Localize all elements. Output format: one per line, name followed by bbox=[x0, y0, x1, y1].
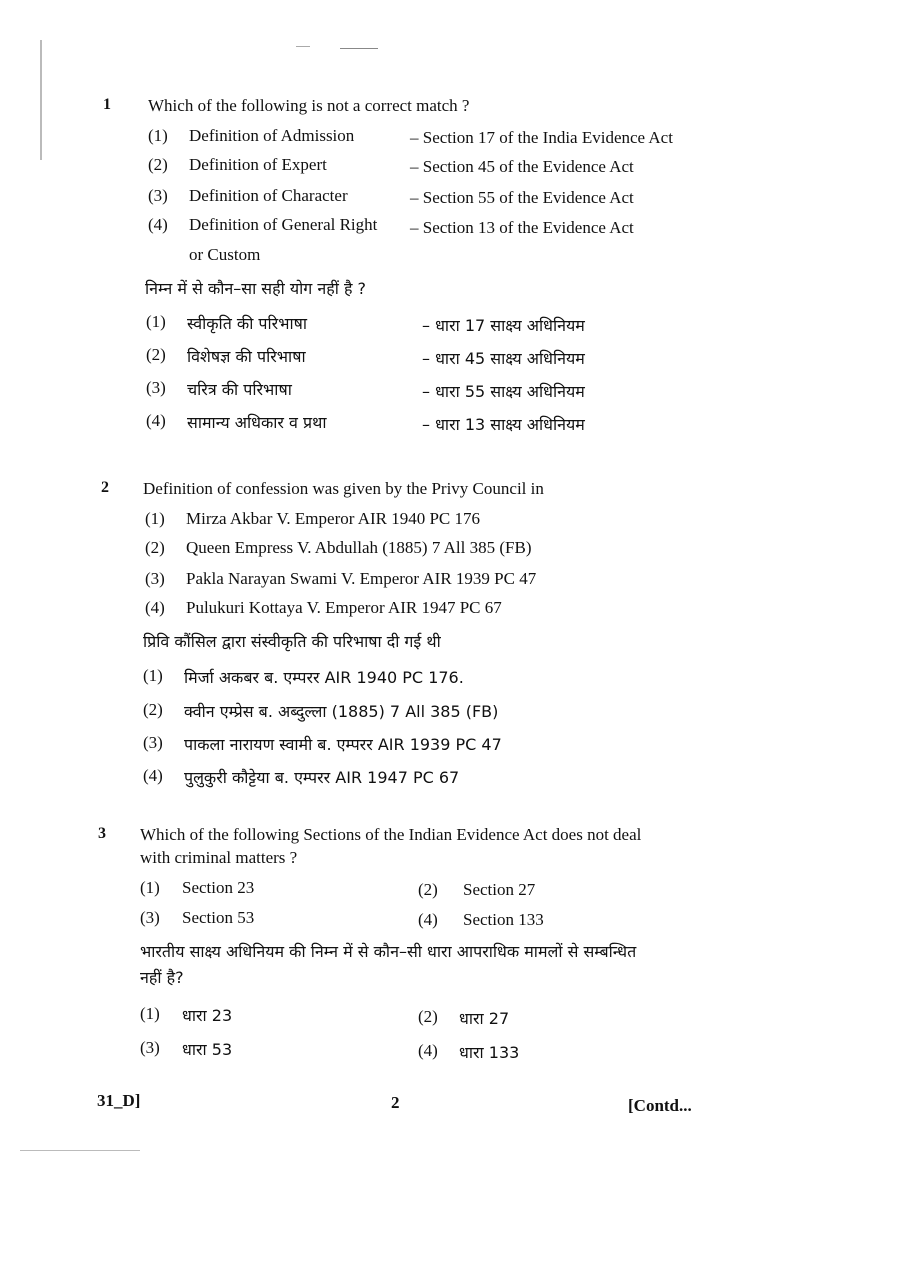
option-number: (1) bbox=[145, 509, 165, 528]
option-left: Definition of Expert bbox=[189, 155, 327, 174]
option-text-hindi: धारा 53 bbox=[182, 1040, 233, 1059]
option-number: (4) bbox=[418, 1041, 438, 1060]
scan-mark bbox=[40, 40, 42, 160]
option-left-hindi: चरित्र की परिभाषा bbox=[187, 380, 292, 399]
option-number: (3) bbox=[148, 186, 168, 205]
option-text-hindi: पुलुकुरी कौट्टेया ब. एम्परर AIR 1947 PC 67 bbox=[184, 768, 460, 787]
option-number: (2) bbox=[418, 1007, 438, 1026]
option-text: Pakla Narayan Swami V. Emperor AIR 1939 PC 47 bbox=[186, 569, 537, 588]
option-number: (3) bbox=[145, 569, 165, 588]
option-text-hindi: क्वीन एम्प्रेस ब. अब्दुल्ला (1885) 7 All 385 (FB) bbox=[184, 702, 499, 721]
option-left-hindi: विशेषज्ञ की परिभाषा bbox=[187, 347, 306, 366]
option-right: – Section 45 of the Evidence Act bbox=[410, 157, 634, 176]
option-number: (3) bbox=[146, 378, 166, 397]
option-number: (1) bbox=[148, 126, 168, 145]
option-right-hindi: – धारा 13 साक्ष्य अधिनियम bbox=[422, 415, 585, 434]
option-text-hindi: धारा 27 bbox=[459, 1009, 510, 1028]
option-left: Definition of General Right bbox=[189, 215, 378, 234]
question-text: Definition of confession was given by the Privy Council in bbox=[143, 479, 544, 498]
option-number: (4) bbox=[145, 598, 165, 617]
option-number: (3) bbox=[140, 1038, 160, 1057]
option-number: (2) bbox=[146, 345, 166, 364]
option-number: (2) bbox=[418, 880, 438, 899]
option-right: – Section 17 of the India Evidence Act bbox=[410, 128, 673, 147]
option-text: Queen Empress V. Abdullah (1885) 7 All 385 (FB) bbox=[186, 538, 532, 557]
question-text-hindi: भारतीय साक्ष्य अधिनियम की निम्न में से कौन–सी धारा आपराधिक मामलों से सम्बन्धित bbox=[140, 942, 637, 961]
option-right: – Section 55 of the Evidence Act bbox=[410, 188, 634, 207]
question-text: Which of the following is not a correct match ? bbox=[148, 96, 470, 115]
option-text: Section 27 bbox=[463, 880, 536, 899]
option-text: Section 133 bbox=[463, 910, 544, 929]
option-number: (2) bbox=[145, 538, 165, 557]
option-number: (4) bbox=[143, 766, 163, 785]
option-left: Definition of Admission bbox=[189, 126, 355, 145]
option-right-hindi: – धारा 45 साक्ष्य अधिनियम bbox=[422, 349, 585, 368]
option-number: (4) bbox=[148, 215, 168, 234]
option-text: Pulukuri Kottaya V. Emperor AIR 1947 PC 67 bbox=[186, 598, 502, 617]
option-text-hindi: पाकला नारायण स्वामी ब. एम्परर AIR 1939 PC 47 bbox=[184, 735, 502, 754]
question-number: 1 bbox=[103, 96, 111, 113]
option-right-hindi: – धारा 17 साक्ष्य अधिनियम bbox=[422, 316, 585, 335]
option-text: Mirza Akbar V. Emperor AIR 1940 PC 176 bbox=[186, 509, 481, 528]
option-number: (2) bbox=[143, 700, 163, 719]
option-right: – Section 13 of the Evidence Act bbox=[410, 218, 634, 237]
option-number: (1) bbox=[143, 666, 163, 685]
option-number: (1) bbox=[140, 878, 160, 897]
scan-mark bbox=[340, 48, 378, 49]
scan-mark bbox=[296, 46, 310, 47]
question-number: 2 bbox=[101, 479, 109, 496]
option-number: (4) bbox=[418, 910, 438, 929]
option-number: (1) bbox=[140, 1004, 160, 1023]
option-text-hindi: धारा 133 bbox=[459, 1043, 520, 1062]
paper-code: 31_D] bbox=[97, 1091, 141, 1110]
option-left-hindi: सामान्य अधिकार व प्रथा bbox=[187, 413, 327, 432]
option-text-hindi: मिर्जा अकबर ब. एम्परर AIR 1940 PC 176. bbox=[184, 668, 464, 687]
option-number: (2) bbox=[148, 155, 168, 174]
question-text: with criminal matters ? bbox=[140, 848, 298, 867]
option-number: (1) bbox=[146, 312, 166, 331]
option-text-hindi: धारा 23 bbox=[182, 1006, 233, 1025]
option-left-continued: or Custom bbox=[189, 245, 261, 264]
option-right-hindi: – धारा 55 साक्ष्य अधिनियम bbox=[422, 382, 585, 401]
option-text: Section 23 bbox=[182, 878, 255, 897]
question-text-hindi: प्रिवि कौंसिल द्वारा संस्वीकृति की परिभाषा दी गई थी bbox=[143, 632, 441, 651]
scan-mark bbox=[20, 1150, 140, 1151]
option-text: Section 53 bbox=[182, 908, 255, 927]
option-number: (3) bbox=[143, 733, 163, 752]
option-left: Definition of Character bbox=[189, 186, 348, 205]
option-left-hindi: स्वीकृति की परिभाषा bbox=[187, 314, 307, 333]
question-text-hindi: निम्न में से कौन–सा सही योग नहीं है ? bbox=[145, 279, 367, 298]
option-number: (3) bbox=[140, 908, 160, 927]
question-text-hindi: नहीं है? bbox=[140, 968, 184, 987]
continued-note: [Contd... bbox=[628, 1096, 692, 1115]
question-number: 3 bbox=[98, 825, 106, 842]
page-number: 2 bbox=[391, 1093, 400, 1112]
question-text: Which of the following Sections of the Indian Evidence Act does not deal bbox=[140, 825, 642, 844]
option-number: (4) bbox=[146, 411, 166, 430]
